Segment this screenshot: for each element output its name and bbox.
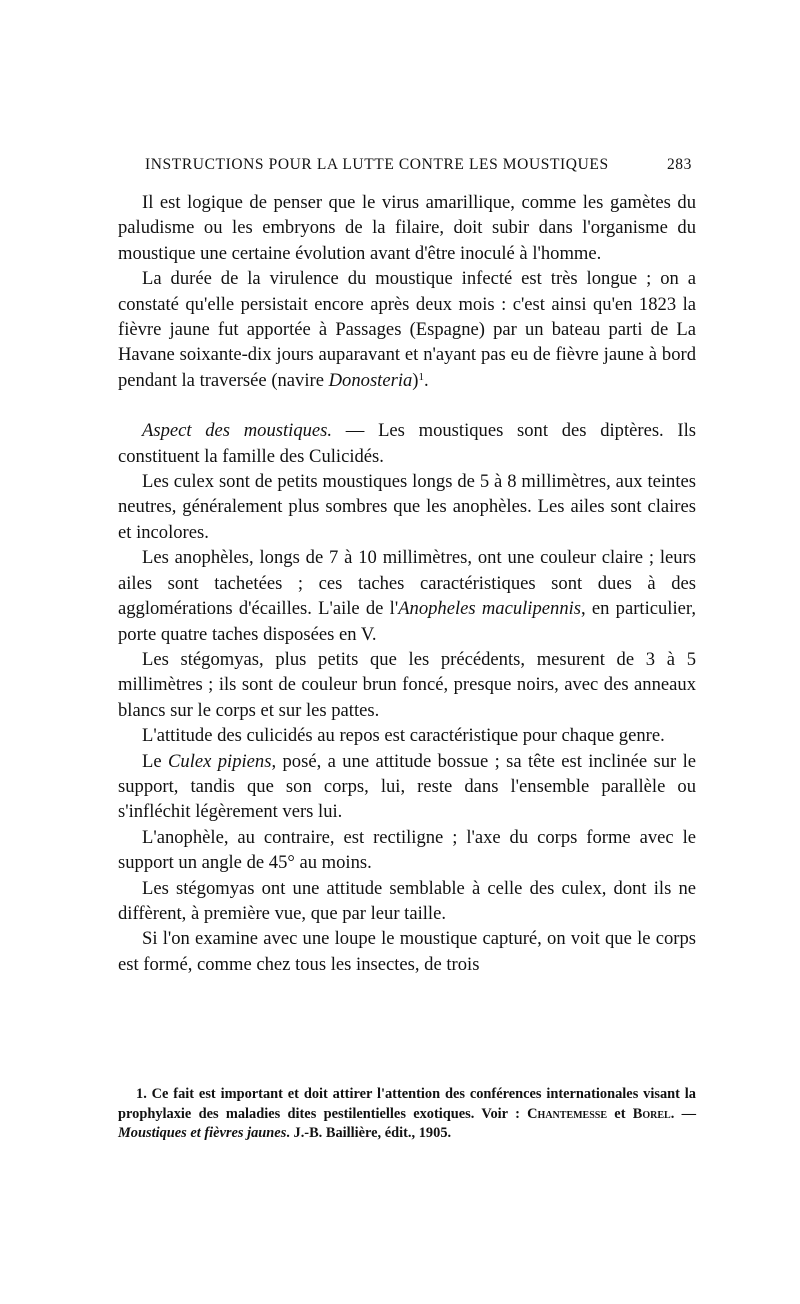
anopheles-species: Anopheles maculipennis [398, 598, 582, 620]
paragraph-culex-pipiens [118, 749, 696, 825]
paragraph-attitude: L'attitude des culicidés au repos est caractéristique pour chaque genre. [142, 725, 665, 747]
paragraph-stegomyas: Les stégomyas, plus petits que les précédents, mesurent de 3 à 5 millimètres ; ils sont de couleur brun foncé, presque noirs, avec des anneaux blancs sur le corps et sur les pattes. [118, 648, 696, 721]
footnote-work: Moustiques et fièvres jaunes [118, 1125, 287, 1142]
paragraph-culex: Les culex sont de petits moustiques longs de 5 à 8 millimètres, aux teintes neutres, généralement plus sombres que les anophèles. Les ailes sont claires et incolores. [118, 471, 696, 543]
paragraph-stegomyas-attitude: Les stégomyas ont une attitude semblable à celle des culex, dont ils ne diffèrent, à première vue, que par leur taille. [118, 877, 696, 924]
paragraph-virulence [118, 266, 696, 393]
footnote-dash: . — [670, 1105, 697, 1122]
virulence-text: La durée de la virulence du moustique infecté est très longue ; on a constaté qu'elle persistait encore après deux mois : c'est ainsi qu'en 1823 la fièvre jaune fut apportée à Passages (Espagne) par un bateau parti de La Havane soixante-dix jours auparavant et n'ayant pas eu de fièvre jaune à bord pendant la traversée (navire [118, 268, 696, 391]
anopheles-text: Les anophèles, longs de 7 à 10 millimètres, ont une couleur claire ; leurs ailes sont tachetées ; ces taches caractéristiques sont dues à des agglomérations d'écailles. L'aile de l' [118, 547, 696, 620]
pipiens-species: Culex pipiens [168, 750, 272, 772]
footnote-marker: 1 [418, 370, 424, 383]
footnote-author-2: Borel [632, 1105, 671, 1122]
ship-close: ) [412, 369, 419, 391]
footnote-text: Ce fait est important et doit attirer l'attention des conférences internationales visant la prophylaxie des maladies dites pestilentielles exotiques. Voir : [118, 1086, 696, 1122]
header-title: INSTRUCTIONS POUR LA LUTTE CONTRE LES MOUSTIQUES [145, 156, 609, 173]
section-heading: Aspect des moustiques. [142, 420, 333, 442]
paragraph-anopheles [118, 545, 696, 647]
page-number: 283 [666, 156, 692, 173]
anopheles-tail: , en particulier, porte quatre taches disposées en V. [118, 598, 696, 645]
footnote-number: 1. [136, 1086, 147, 1102]
pipiens-tail: , posé, a une attitude bossue ; sa tête est inclinée sur le support, tandis que son corps, lui, reste dans l'ensemble parallèle ou s'infléchit légèrement vers lui. [118, 750, 697, 823]
footnote-author-1: Chantemesse [527, 1105, 608, 1122]
footnote-and: et [607, 1105, 633, 1122]
footnote-publisher: . J.-B. Baillière, édit., 1905. [286, 1125, 452, 1142]
paragraph-anophele-attitude: L'anophèle, au contraire, est rectiligne ; l'axe du corps forme avec le support un angle de 45° au moins. [118, 826, 696, 874]
aspect-text: — Les moustiques sont des diptères. Ils constituent la famille des Culicidés. [118, 420, 696, 467]
pipiens-lead: Le [142, 750, 168, 772]
paragraph-amarillique: Il est logique de penser que le virus amarillique, comme les gamètes du paludisme ou les embryons de la filaire, doit subir dans l'organisme du moustique une certaine évolution avant d'être inoculé à l'homme. [118, 192, 696, 264]
footnote [118, 1085, 696, 1144]
ship-name: Donosteria [328, 369, 413, 391]
virulence-period: . [424, 369, 429, 391]
body-text [118, 190, 696, 977]
paragraph-loupe: Si l'on examine avec une loupe le moustique capturé, on voit que le corps est formé, comme chez tous les insectes, de trois [118, 928, 696, 975]
paragraph-aspect [118, 418, 696, 469]
